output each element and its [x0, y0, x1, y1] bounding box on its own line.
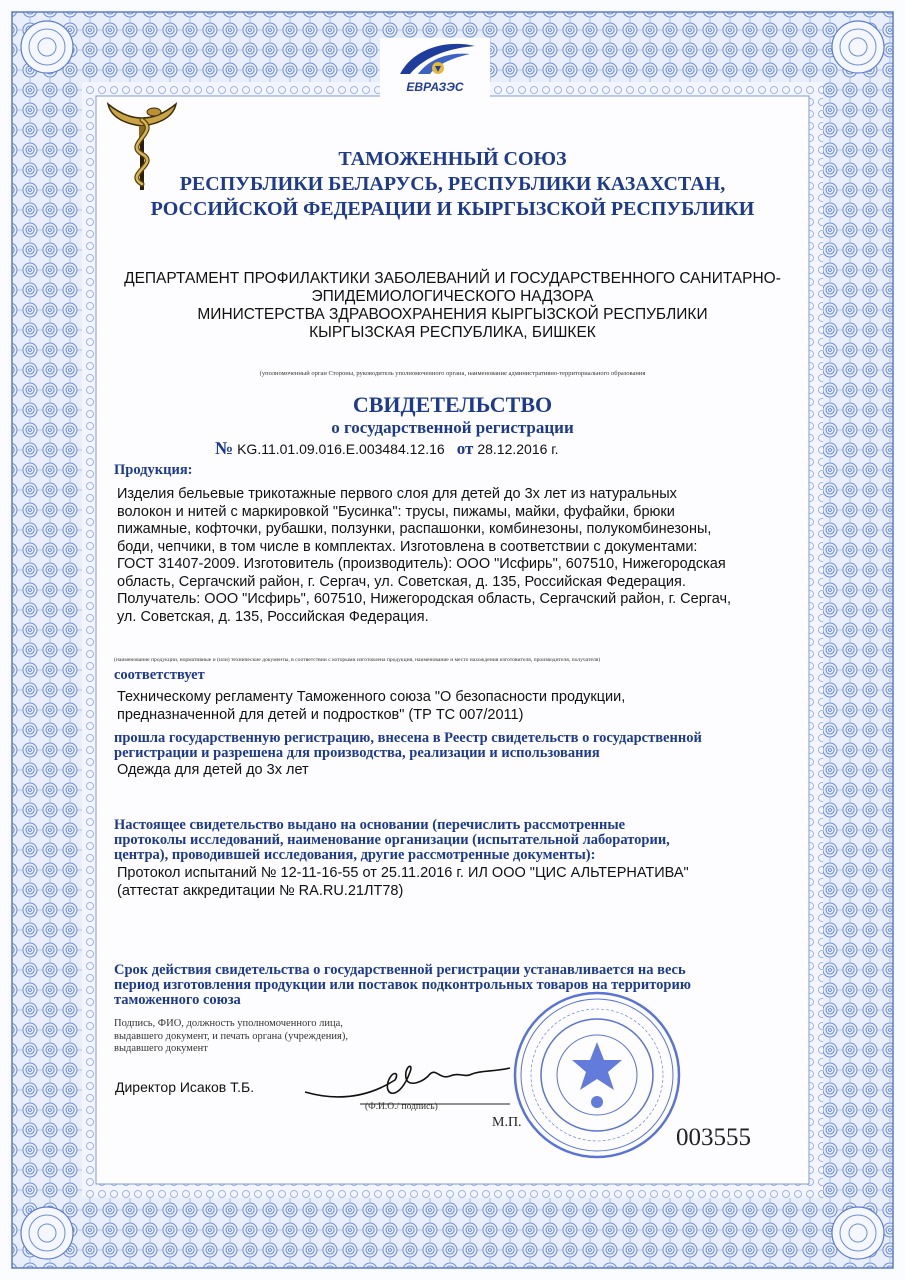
handwritten-signature	[300, 1052, 520, 1112]
signature-caption-line-3: выдавшего документ	[114, 1043, 208, 1054]
union-title-line-3: РОССИЙСКОЙ ФЕДЕРАЦИИ И КЫРГЫЗСКОЙ РЕСПУБЛИКИ	[150, 198, 755, 220]
signer-name: Директор Исаков Т.Б.	[115, 1079, 255, 1095]
certificate-title: СВИДЕТЕЛЬСТВО	[352, 392, 553, 417]
validity-line-1: Срок действия свидетельства о государственной регистрации устанавливается на весь	[114, 962, 686, 978]
basis-protocol-1: Протокол испытаний № 12-11-16-55 от 25.11.2016 г. ИЛ ООО "ЦИС АЛЬТЕРНАТИВА"	[117, 865, 689, 881]
product-line: ГОСТ 31407-2009. Изготовитель (производитель): ООО "Исфирь", 607510, Нижегородская	[117, 556, 726, 572]
signature-caption-line-2: выдавшего документ, и печать органа (учреждения),	[114, 1030, 348, 1042]
certificate-subtitle: о государственной регистрации	[331, 418, 574, 437]
department-line-3: МИНИСТЕРСТВА ЗДРАВООХРАНЕНИЯ КЫРГЫЗСКОЙ РЕСПУБЛИКИ	[197, 306, 708, 323]
registration-line-1: прошла государственную регистрацию, внесена в Реестр свидетельств о государственной	[114, 730, 702, 746]
product-line: область, Сергачский район, г. Сергач, ул. Советская, д. 135, Российская Федерация.	[117, 573, 686, 590]
product-line: пижамные, кофточки, рубашки, ползунки, распашонки, комбинезоны, полукомбинезоны,	[117, 521, 712, 537]
basis-line-2: протоколы исследований, наименование организации (испытательной лаборатории,	[114, 832, 670, 848]
signature-caption	[114, 1018, 348, 1056]
certificate-date: 28.12.2016 г.	[477, 441, 559, 457]
product-line: ул. Советская, д. 135, Российская Федерация.	[117, 608, 429, 625]
department-line-2: ЭПИДЕМИОЛОГИЧЕСКОГО НАДЗОРА	[311, 288, 594, 305]
conformity-line-2: предназначенной для детей и подростков" (ТР ТС 007/2011)	[117, 706, 524, 723]
union-title-line-2: РЕСПУБЛИКИ БЕЛАРУСЬ, РЕСПУБЛИКИ КАЗАХСТАН,	[179, 173, 726, 195]
product-line: волокон и нитей с маркировкой "Бусинка": трусы, пижамы, майки, фуфайки, брюки	[117, 503, 675, 520]
validity-line-3: таможенного союза	[114, 992, 241, 1008]
serial-number: 003555	[676, 1124, 751, 1151]
basis-line-3: центра), проводившей исследования, другие рассмотренные документы):	[114, 847, 596, 863]
union-title-line-1: ТАМОЖЕННЫЙ СОЮЗ	[338, 148, 567, 170]
product-line: Изделия бельевые трикотажные первого слоя для детей до 3х лет из натуральных	[117, 486, 677, 502]
date-label: от	[456, 439, 474, 458]
certificate-number: KG.11.01.09.016.E.003484.12.16	[237, 441, 445, 457]
number-label: №	[215, 438, 234, 458]
product-line: Получатель: ООО "Исфирь", 607510, Нижегородская область, Сергачский район, г. Сергач,	[117, 591, 732, 607]
department-line-1: ДЕПАРТАМЕНТ ПРОФИЛАКТИКИ ЗАБОЛЕВАНИЙ И ГОСУДАРСТВЕННОГО САНИТАРНО-	[124, 270, 781, 287]
fio-caption: (Ф.И.О./ подпись)	[365, 1102, 438, 1112]
validity-line-2: период изготовления продукции или поставок подконтрольных товаров на территорию	[114, 977, 691, 993]
conformity-label: соответствует	[114, 667, 205, 683]
department-caption: (уполномоченный орган Стороны, руководитель уполномоченного органа, наименование административно-территориального образования	[259, 370, 646, 377]
seal-place-label: М.П.	[492, 1115, 522, 1130]
registration-line-2: регистрации и разрешена для производства, реализации и использования	[114, 745, 600, 761]
conformity-line-1: Техническому регламенту Таможенного союза "О безопасности продукции,	[117, 689, 626, 705]
product-line: боди, чепчики, в том числе в комплектах. Изготовлена в соответствии с документами:	[117, 538, 698, 555]
official-seal-icon	[512, 990, 682, 1160]
registration-usage: Одежда для детей до 3х лет	[117, 762, 309, 778]
certificate-number-row	[215, 438, 559, 459]
eurasec-logo-text: ЕВРАЗЭС	[406, 80, 464, 94]
product-caption: (наименование продукции, нормативные и (или) технические документы, в соответствии с которыми изготовлена продукция, наименование и место нахождения изготовителя, производителя, получателя)	[114, 657, 601, 663]
department-line-4: КЫРГЫЗСКАЯ РЕСПУБЛИКА, БИШКЕК	[309, 324, 596, 341]
product-label: Продукция:	[114, 462, 193, 478]
basis-line-1: Настоящее свидетельство выдано на основании (перечислить рассмотренные	[114, 817, 626, 833]
signature-caption-line-1: Подпись, ФИО, должность уполномоченного лица,	[114, 1018, 343, 1029]
basis-protocol-2: (аттестат аккредитации № RA.RU.21ЛТ78)	[117, 882, 404, 899]
